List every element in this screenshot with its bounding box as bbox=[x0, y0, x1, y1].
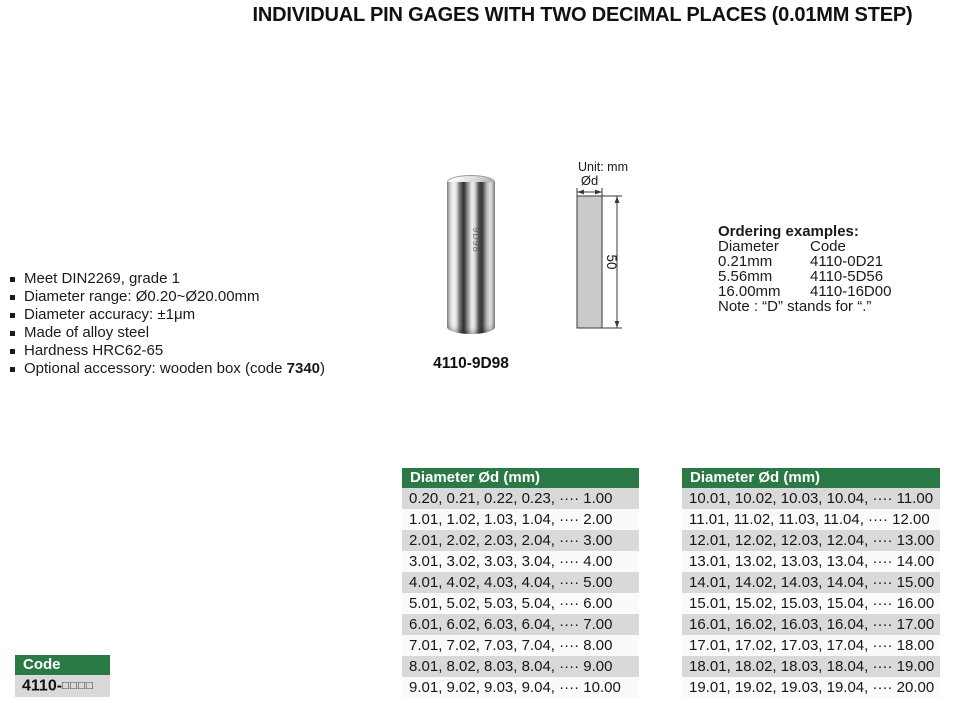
diameter-dim-label: Ød bbox=[580, 173, 599, 188]
feature-item bbox=[10, 342, 325, 360]
table-row: 3.01, 3.02, 3.03, 3.04, ···· 4.00 bbox=[402, 551, 639, 572]
feature-item bbox=[10, 288, 325, 306]
table-body bbox=[682, 488, 940, 698]
table-row: 8.01, 8.02, 8.03, 8.04, ···· 9.00 bbox=[402, 656, 639, 677]
pin-engraving-text: 9D98 bbox=[470, 227, 481, 253]
feature-list bbox=[10, 270, 325, 378]
arrow-down-icon bbox=[615, 321, 620, 328]
feature-text: Diameter range: Ø0.20~Ø20.00mm bbox=[24, 288, 260, 305]
table-row: 4.01, 4.02, 4.03, 4.04, ···· 5.00 bbox=[402, 572, 639, 593]
table-body bbox=[402, 488, 639, 698]
ordering-code: 4110-5D56 bbox=[810, 268, 884, 285]
square-bullet-icon bbox=[10, 367, 15, 372]
table-row: 15.01, 15.02, 15.03, 15.04, ···· 16.00 bbox=[682, 593, 940, 614]
ordering-diameter: 16.00mm bbox=[718, 283, 781, 300]
code-prefix: 4110- bbox=[22, 677, 63, 695]
table-row: 18.01, 18.02, 18.03, 18.04, ···· 19.00 bbox=[682, 656, 940, 677]
feature-text: Diameter accuracy: ±1μm bbox=[24, 306, 196, 323]
feature-item bbox=[10, 270, 325, 288]
code-box bbox=[15, 655, 110, 697]
diameter-table-right bbox=[682, 468, 940, 698]
pin-outline-rect bbox=[577, 196, 602, 328]
ordering-examples bbox=[718, 224, 891, 314]
table-row: 9.01, 9.02, 9.03, 9.04, ···· 10.00 bbox=[402, 677, 639, 698]
table-header: Diameter Ød (mm) bbox=[682, 468, 940, 488]
table-row: 1.01, 1.02, 1.03, 1.04, ···· 2.00 bbox=[402, 509, 639, 530]
ordering-title: Ordering examples: bbox=[718, 223, 859, 240]
ordering-table bbox=[718, 239, 891, 299]
feature-text: Made of alloy steel bbox=[24, 324, 150, 341]
unit-label: Unit: mm bbox=[578, 160, 628, 174]
ordering-code: 4110-0D21 bbox=[810, 253, 884, 270]
table-row: 6.01, 6.02, 6.03, 6.04, ···· 7.00 bbox=[402, 614, 639, 635]
arrow-up-icon bbox=[615, 196, 620, 203]
ordering-code: 4110-16D00 bbox=[810, 283, 892, 300]
table-row: 17.01, 17.02, 17.03, 17.04, ···· 18.00 bbox=[682, 635, 940, 656]
table-header: Diameter Ød (mm) bbox=[402, 468, 639, 488]
length-dim-label: 50 bbox=[604, 254, 619, 270]
accessory-code: 7340 bbox=[286, 360, 321, 377]
table-row: 7.01, 7.02, 7.03, 7.04, ···· 8.00 bbox=[402, 635, 639, 656]
table-row: 14.01, 14.02, 14.03, 14.04, ···· 15.00 bbox=[682, 572, 940, 593]
diameter-table-left bbox=[402, 468, 639, 698]
ordering-diameter: 5.56mm bbox=[718, 268, 773, 285]
feature-item bbox=[10, 306, 325, 324]
ordering-col-header: Diameter bbox=[718, 238, 779, 255]
arrow-right-icon bbox=[595, 190, 602, 195]
table-row: 19.01, 19.02, 19.03, 19.04, ···· 20.00 bbox=[682, 677, 940, 698]
feature-item bbox=[10, 360, 325, 378]
code-box-header: Code bbox=[15, 655, 110, 675]
table-row: 10.01, 10.02, 10.03, 10.04, ···· 11.00 bbox=[682, 488, 940, 509]
arrow-left-icon bbox=[577, 190, 584, 195]
table-row: 0.20, 0.21, 0.22, 0.23, ···· 1.00 bbox=[402, 488, 639, 509]
feature-text-suffix: ) bbox=[320, 360, 326, 377]
feature-text-prefix: Optional accessory: wooden box (code bbox=[24, 360, 287, 377]
square-bullet-icon bbox=[10, 349, 15, 354]
feature-text bbox=[24, 360, 325, 378]
square-bullet-icon bbox=[10, 331, 15, 336]
table-row: 5.01, 5.02, 5.03, 5.04, ···· 6.00 bbox=[402, 593, 639, 614]
table-row: 13.01, 13.02, 13.03, 13.04, ···· 14.00 bbox=[682, 551, 940, 572]
table-row: 11.01, 11.02, 11.03, 11.04, ···· 12.00 bbox=[682, 509, 940, 530]
feature-text: Hardness HRC62-65 bbox=[24, 342, 164, 359]
pin-model-label: 4110-9D98 bbox=[433, 355, 509, 372]
page-title: INDIVIDUAL PIN GAGES WITH TWO DECIMAL PLACES (0.01MM STEP) bbox=[252, 4, 913, 26]
ordering-note: Note : “D” stands for “.” bbox=[718, 298, 872, 315]
dimension-drawing bbox=[555, 155, 670, 345]
feature-text: Meet DIN2269, grade 1 bbox=[24, 270, 180, 287]
pin-gage-photo bbox=[447, 182, 495, 334]
square-bullet-icon bbox=[10, 295, 15, 300]
code-pattern bbox=[15, 675, 110, 697]
table-row: 16.01, 16.02, 16.03, 16.04, ···· 17.00 bbox=[682, 614, 940, 635]
ordering-diameter: 0.21mm bbox=[718, 253, 773, 270]
square-bullet-icon bbox=[10, 313, 15, 318]
code-placeholder-squares: □□□□ bbox=[62, 680, 94, 692]
ordering-col-header: Code bbox=[810, 238, 846, 255]
feature-item bbox=[10, 324, 325, 342]
square-bullet-icon bbox=[10, 277, 15, 282]
table-row: 2.01, 2.02, 2.03, 2.04, ···· 3.00 bbox=[402, 530, 639, 551]
table-row: 12.01, 12.02, 12.03, 12.04, ···· 13.00 bbox=[682, 530, 940, 551]
